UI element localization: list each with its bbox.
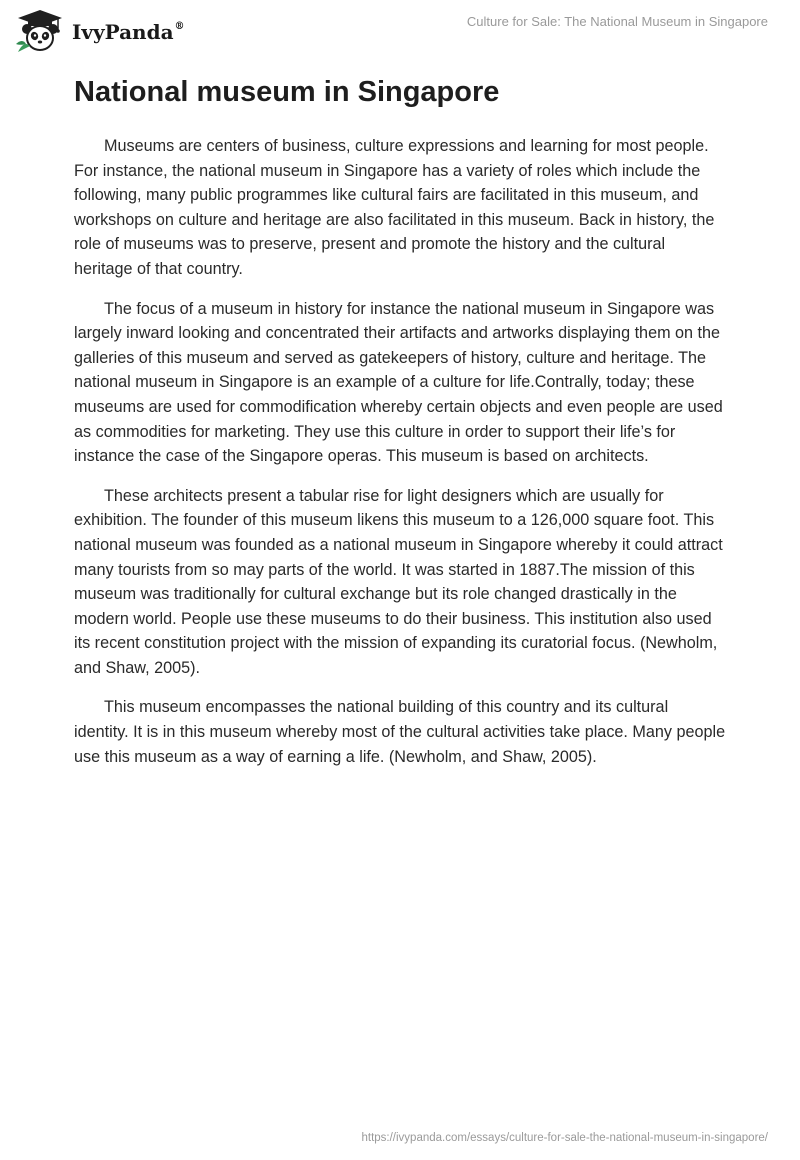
source-url[interactable]: https://ivypanda.com/essays/culture-for-sale-the-national-museum-in-singapore/: [361, 1132, 768, 1144]
document-title: Culture for Sale: The National Museum in Singapore: [466, 14, 768, 29]
paragraph: These architects present a tabular rise for light designers which are usually for exhibition. The founder of this museum likens this museum to a 126,000 square foot. This national museum was founded as a national museum in Singapore whereby it could attract many tourists from so may parts of the world. It was started in 1887.The mission of this museum was traditionally for cultural exchange but its role changed drastically in the modern world. People use these museums to do their business. This institution also used its recent constitution project with the mission of expanding its curatorial focus. (Newholm, and Shaw, 2005).: [74, 486, 723, 677]
page-header: [0, 0, 800, 60]
article: [74, 72, 726, 784]
panda-graduate-icon: [14, 8, 66, 54]
article-body: [74, 134, 726, 769]
registered-mark: ®: [174, 21, 185, 33]
paragraph: This museum encompasses the national building of this country and its cultural identity. It is in this museum whereby most of the cultural activities take place. Many people use this museum as a way of earning a life. (Newholm, and Shaw, 2005).: [74, 698, 726, 766]
brand-name: IvyPanda®: [72, 20, 185, 44]
article-heading: National museum in Singapore: [74, 76, 500, 108]
paragraph: Museums are centers of business, culture expressions and learning for most people. For instance, the national museum in Singapore has a variety of roles which include the following, many public programmes like cultural fairs are facilitated in this museum, and workshops on culture and heritage are also facilitated in this museum. Back in history, the role of museums was to preserve, present and promote the history and the cultural heritage of that country.: [74, 137, 715, 278]
paragraph: The focus of a museum in history for instance the national museum in Singapore was largely inward looking and concentrated their artifacts and artworks displaying them on the galleries of this museum and served as gatekeepers of history, culture and heritage. The national museum in Singapore is an example of a culture for life.Contrally, today; these museums are used for commodification whereby certain objects and even people are used as commodities for marketing. They use this culture in order to support their life’s for instance the case of the Singapore operas. This museum is based on architects.: [74, 299, 723, 466]
ivypanda-logo-link[interactable]: [14, 8, 185, 54]
